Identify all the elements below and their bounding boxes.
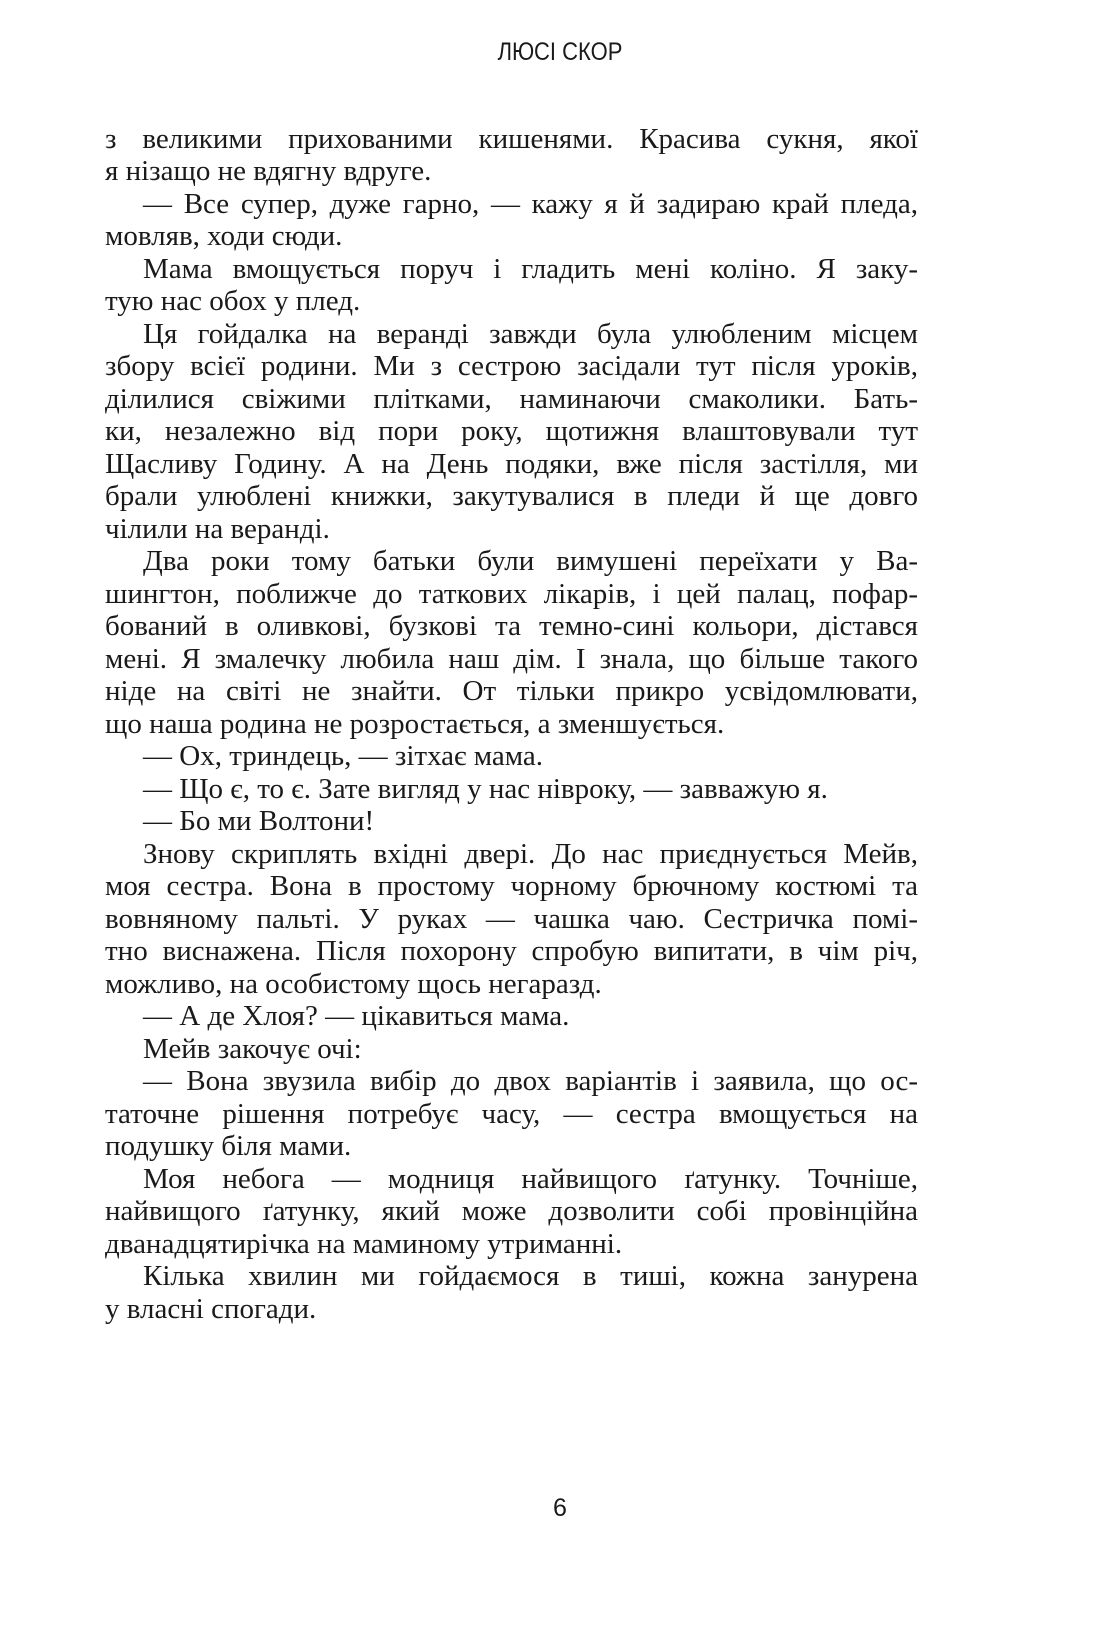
text-line: моя сестра. Вона в простому чорному брючному костюмі та: [105, 870, 918, 902]
text-line: брали улюблені книжки, закутувалися в пледи й ще довго: [105, 480, 918, 512]
text-line: Два роки тому батьки були вимушені переїхати у Ва-: [143, 545, 918, 577]
text-line: — Все супер, дуже гарно, — кажу я й задираю край пледа,: [143, 188, 918, 220]
text-line: вовняному пальті. У руках — чашка чаю. Сестричка помі-: [105, 903, 918, 935]
text-line: — Вона звузила вибір до двох варіантів і заявила, що ос-: [143, 1065, 918, 1097]
text-line: Щасливу Годину. А на День подяки, вже після застілля, ми: [105, 448, 918, 480]
text-line: найвищого ґатунку, який може дозволити собі провінційна: [105, 1195, 918, 1227]
text-line: я нізащо не вдягну вдруге.: [105, 155, 432, 187]
text-line: тно виснажена. Після похорону спробую випитати, в чім річ,: [105, 935, 918, 967]
page-number: 6: [553, 1494, 567, 1522]
text-line: чілили на веранді.: [105, 513, 330, 545]
text-line: мені. Я змалечку любила наш дім. І знала, що більше такого: [105, 643, 918, 675]
text-line: у власні спогади.: [105, 1293, 317, 1325]
text-line: Знову скриплять вхідні двері. До нас приєднується Мейв,: [143, 838, 918, 870]
text-line: Моя небога — модниця найвищого ґатунку. Точніше,: [143, 1163, 918, 1195]
text-line: Мейв закочує очі:: [143, 1033, 362, 1065]
running-head: ЛЮСІ СКОР: [497, 38, 623, 66]
text-line: з великими прихованими кишенями. Красива сукня, якої: [105, 123, 918, 155]
text-line: — Що є, то є. Зате вигляд у нас нівроку, — завважую я.: [143, 773, 828, 805]
text-line: мовляв, ходи сюди.: [105, 220, 343, 252]
text-line: збору всієї родини. Ми з сестрою засідали тут після уроків,: [105, 350, 918, 382]
text-line: таточне рішення потребує часу, — сестра вмощується на: [105, 1098, 918, 1130]
text-line: ділилися свіжими плітками, наминаючи смаколики. Бать-: [105, 383, 918, 415]
text-line: ніде на світі не знайти. От тільки прикро усвідомлювати,: [105, 675, 918, 707]
text-line: дванадцятирічка на маминому утриманні.: [105, 1228, 623, 1260]
text-line: шингтон, поближче до таткових лікарів, і цей палац, пофар-: [105, 578, 918, 610]
text-line: Кілька хвилин ми гойдаємося в тиші, кожна занурена: [143, 1260, 918, 1292]
text-line: Мама вмощується поруч і гладить мені коліно. Я заку-: [143, 253, 918, 285]
text-line: — А де Хлоя? — цікавиться мама.: [143, 1000, 570, 1032]
text-line: що наша родина не розростається, а зменшується.: [105, 708, 725, 740]
text-line: — Ох, триндець, — зітхає мама.: [143, 740, 544, 772]
text-line: подушку біля мами.: [105, 1130, 352, 1162]
text-line: ки, незалежно від пори року, щотижня влаштовували тут: [105, 415, 918, 447]
text-line: тую нас обох у плед.: [105, 285, 361, 317]
text-line: — Бо ми Волтони!: [143, 805, 375, 837]
text-line: можливо, на особистому щось негаразд.: [105, 968, 602, 1000]
text-line: Ця гойдалка на веранді завжди була улюбленим місцем: [143, 318, 918, 350]
text-line: бований в оливкові, бузкові та темно-сині кольори, дістався: [105, 610, 918, 642]
